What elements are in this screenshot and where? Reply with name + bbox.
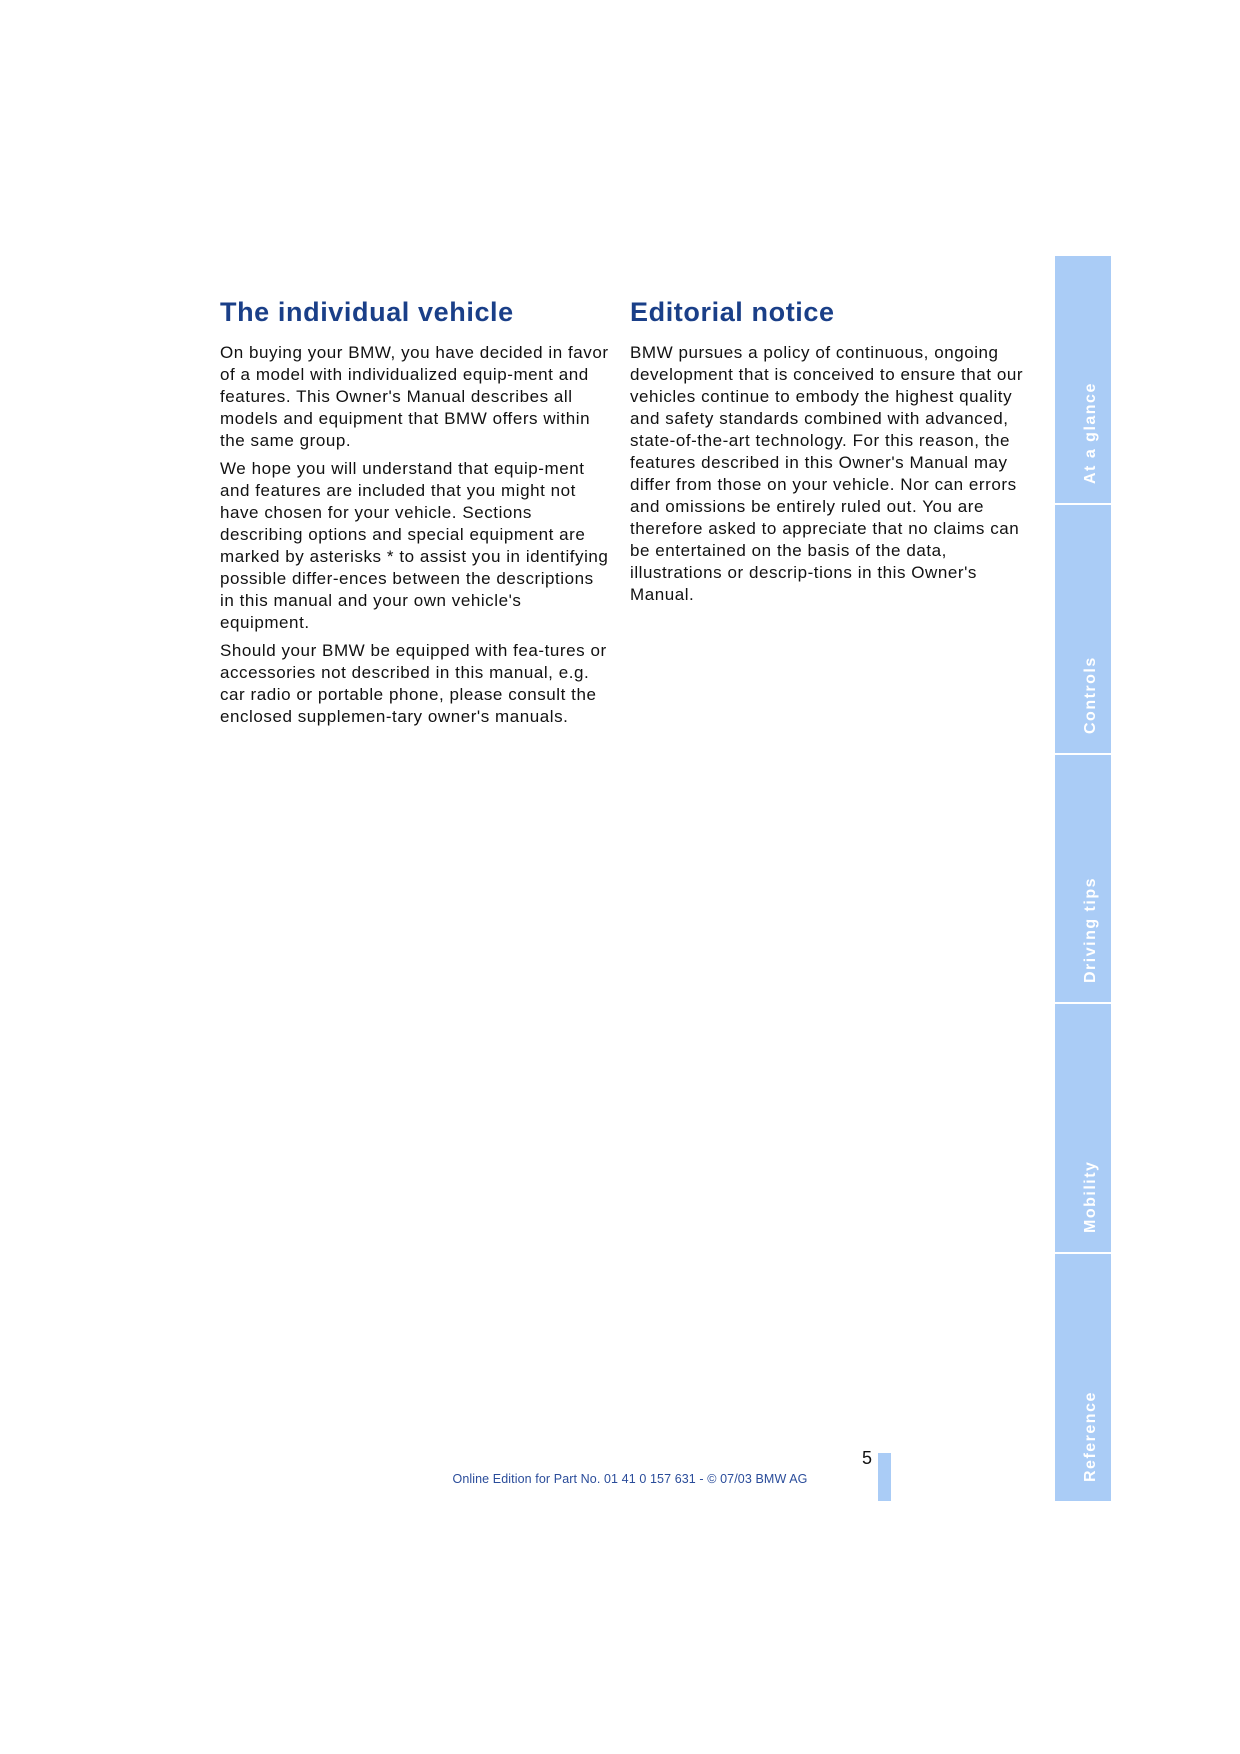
tab-reference[interactable] <box>1055 1254 1111 1501</box>
page-number: 5 <box>861 1448 872 1468</box>
section-heading-individual-vehicle: The individual vehicle <box>220 297 514 327</box>
tab-label: Mobility <box>1082 1160 1099 1233</box>
right-column <box>630 292 1025 612</box>
tab-mobility[interactable] <box>1055 1004 1111 1253</box>
tab-label: Controls <box>1082 656 1099 734</box>
tab-label: Reference <box>1082 1391 1099 1483</box>
tab-label: Driving tips <box>1082 877 1099 984</box>
tab-label: At a glance <box>1082 382 1099 485</box>
paragraph: On buying your BMW, you have decided in favor of a model with individualized equip-ment and features. This Owner's Manual describes all models and equipment that BMW offers within the same group. <box>220 343 609 450</box>
section-heading-editorial-notice: Editorial notice <box>630 297 835 327</box>
paragraph: We hope you will understand that equip-ment and features are included that you might not have chosen for your vehicle. Sections describing options and special equipment are marked by asterisks * to assist you in identifying possible differ-ences between the descriptions in this manual and your own vehicle's equipment. <box>220 459 609 632</box>
tab-controls[interactable] <box>1055 505 1111 754</box>
paragraph: Should your BMW be equipped with fea-tures or accessories not described in this manual, e.g. car radio or portable phone, please consult the enclosed supplemen-tary owner's manuals. <box>220 641 607 726</box>
chapter-tabs <box>1055 256 1111 1501</box>
tab-driving-tips[interactable] <box>1055 755 1111 1004</box>
paragraph: BMW pursues a policy of continuous, ongoing development that is conceived to ensure that our vehicles continue to embody the highest quality and safety standards combined with advanced, state-of-the-art technology. For this reason, the features described in this Owner's Manual may differ from those on your vehicle. Nor can errors and omissions be entirely ruled out. You are therefore asked to appreciate that no claims can be entertained on the basis of the data, illustrations or descrip-tions in this Owner's Manual. <box>630 343 1024 604</box>
footer-edition-note: Online Edition for Part No. 01 41 0 157 631 - © 07/03 BMW AG <box>452 1472 808 1486</box>
tab-at-a-glance[interactable] <box>1055 256 1111 505</box>
left-column <box>220 292 610 734</box>
